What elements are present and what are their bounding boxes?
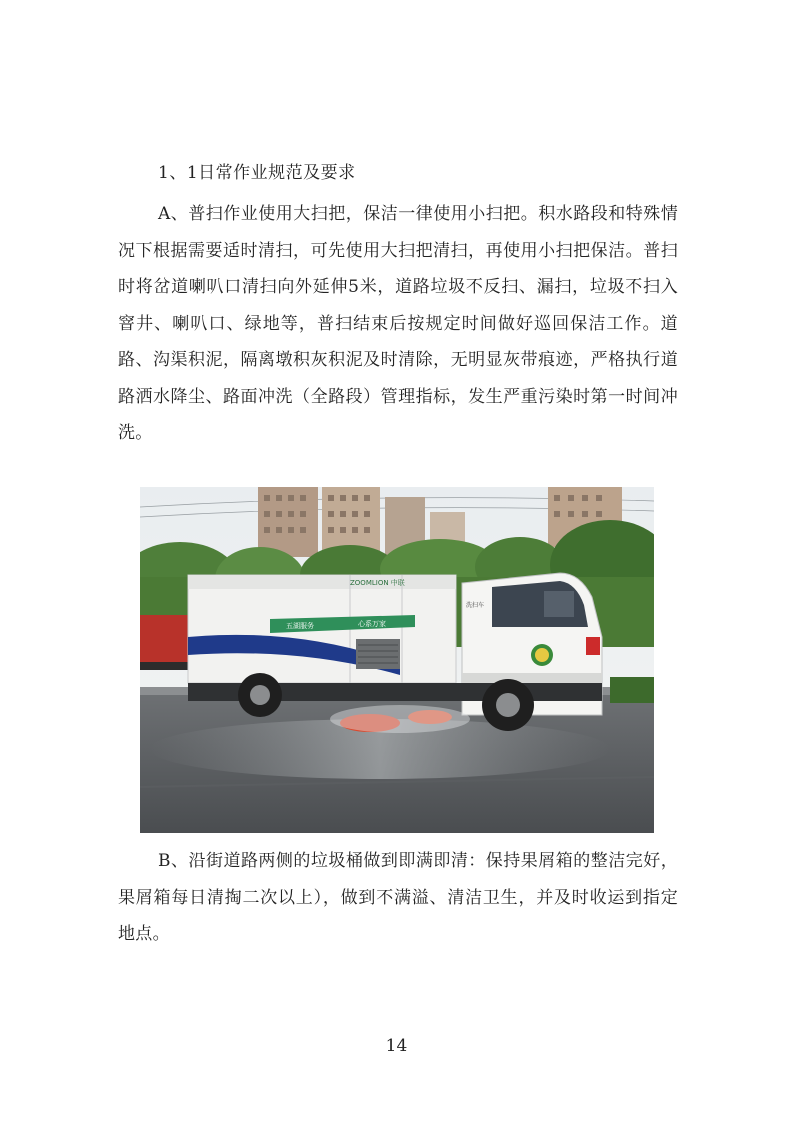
truck-slogan-left: 五湖服务	[286, 622, 314, 630]
street-sweeper-photo	[140, 487, 654, 833]
paragraph-b	[118, 843, 678, 953]
paragraph-a-text: A、普扫作业使用大扫把，保洁一律使用小扫把。积水路段和特殊情况下根据需要适时清扫，可先使用大扫把清扫，再使用小扫把保洁。普扫时将岔道喇叭口清扫向外延伸5米，道路垃圾不反扫、漏扫，垃圾不扫入窨井、喇叭口、绿地等，普扫结束后按规定时间做好巡回保洁工作。道路、沟渠积泥，隔离墩积灰积泥及时清除，无明显灰带痕迹，严格执行道路洒水降尘、路面冲洗（全路段）管理指标，发生严重污染时第一时间冲洗。	[118, 204, 678, 443]
truck-brand-text: ZOOMLION 中联	[350, 579, 405, 587]
page-number: 14	[385, 1036, 408, 1056]
cab-text: 洗扫车	[466, 602, 485, 609]
paragraph-a	[118, 196, 678, 452]
section-heading: 1、1日常作业规范及要求	[158, 163, 356, 183]
street-sweeper-truck	[188, 573, 602, 733]
paragraph-b-text: B、沿街道路两侧的垃圾桶做到即满即清：保持果屑箱的整洁完好，果屑箱每日清掏二次以上），做到不满溢、清洁卫生，并及时收运到指定地点。	[118, 851, 678, 944]
truck-slogan-right: 心系万家	[358, 620, 386, 628]
